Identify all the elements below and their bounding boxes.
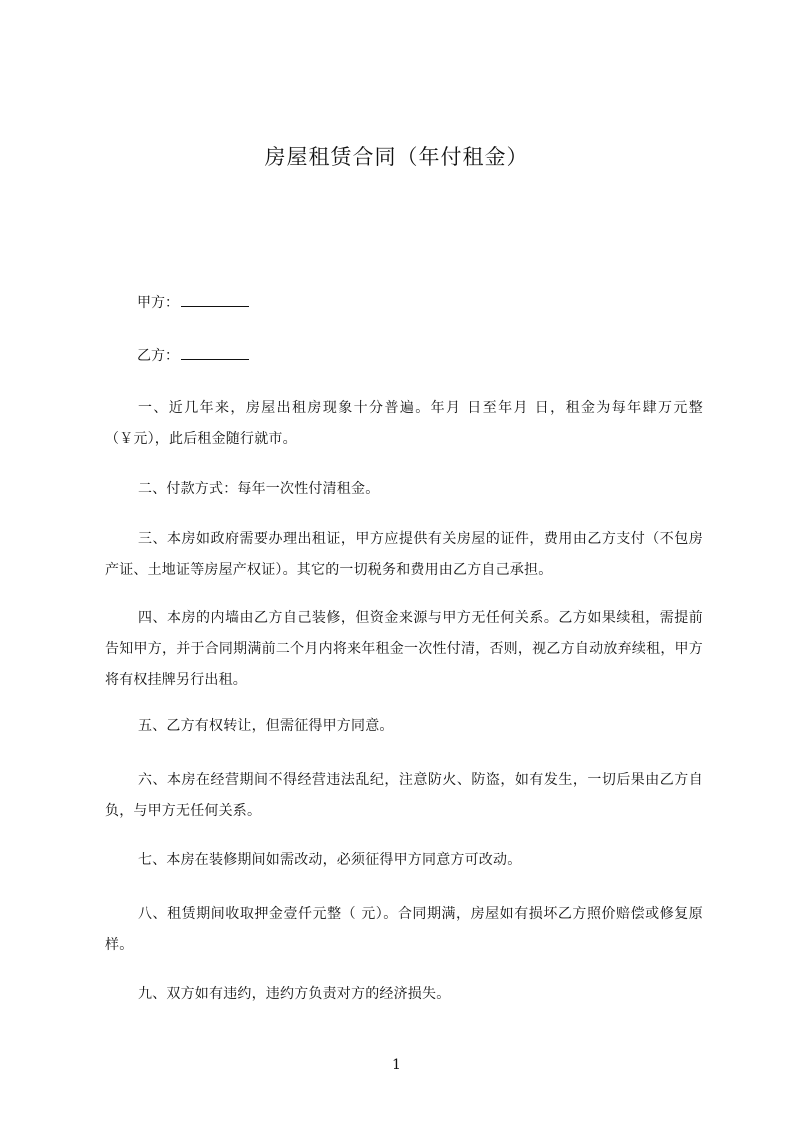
clause-1: 一、近几年来，房屋出租房现象十分普遍。年月 日至年月 日，租金为每年肆万元整（￥元），此后租金随行就市。 [105, 400, 703, 447]
clause-3: 三、本房如政府需要办理出租证，甲方应提供有关房屋的证件，费用由乙方支付（不包房产证、土地证等房屋产权证）。其它的一切税务和费用由乙方自己承担。 [105, 531, 703, 578]
clause-5: 五、乙方有权转让，但需征得甲方同意。 [138, 718, 394, 734]
clause-4: 四、本房的内墙由乙方自己装修，但资金来源与甲方无任何关系。乙方如果续租，需提前告知甲方，并于合同期满前二个月内将来年租金一次性付清，否则，视乙方自动放弃续租，甲方将有权挂牌另行出租。 [105, 610, 703, 688]
clause-8: 八、租赁期间收取押金壹仟元整（ 元）。合同期满，房屋如有损坏乙方照价赔偿或修复原样。 [105, 906, 703, 953]
clause-7: 七、本房在装修期间如需改动，必须征得甲方同意方可改动。 [138, 852, 522, 868]
document-title: 房屋租赁合同（年付租金） [264, 145, 529, 169]
party-b-line [137, 345, 249, 366]
party-a-label: 甲方： [137, 295, 179, 311]
party-a-blank [181, 292, 249, 307]
party-b-blank [181, 345, 249, 360]
clause-6: 六、本房在经营期间不得经营违法乱纪，注意防火、防盗，如有发生，一切后果由乙方自负，与甲方无任何关系。 [105, 772, 703, 819]
clause-9: 九、双方如有违约，违约方负责对方的经济损失。 [138, 986, 451, 1002]
party-a-line [137, 292, 249, 313]
party-b-label: 乙方： [137, 348, 179, 364]
clause-2: 二、付款方式：每年一次性付清租金。 [138, 481, 380, 497]
page-number: 1 [392, 1057, 401, 1073]
